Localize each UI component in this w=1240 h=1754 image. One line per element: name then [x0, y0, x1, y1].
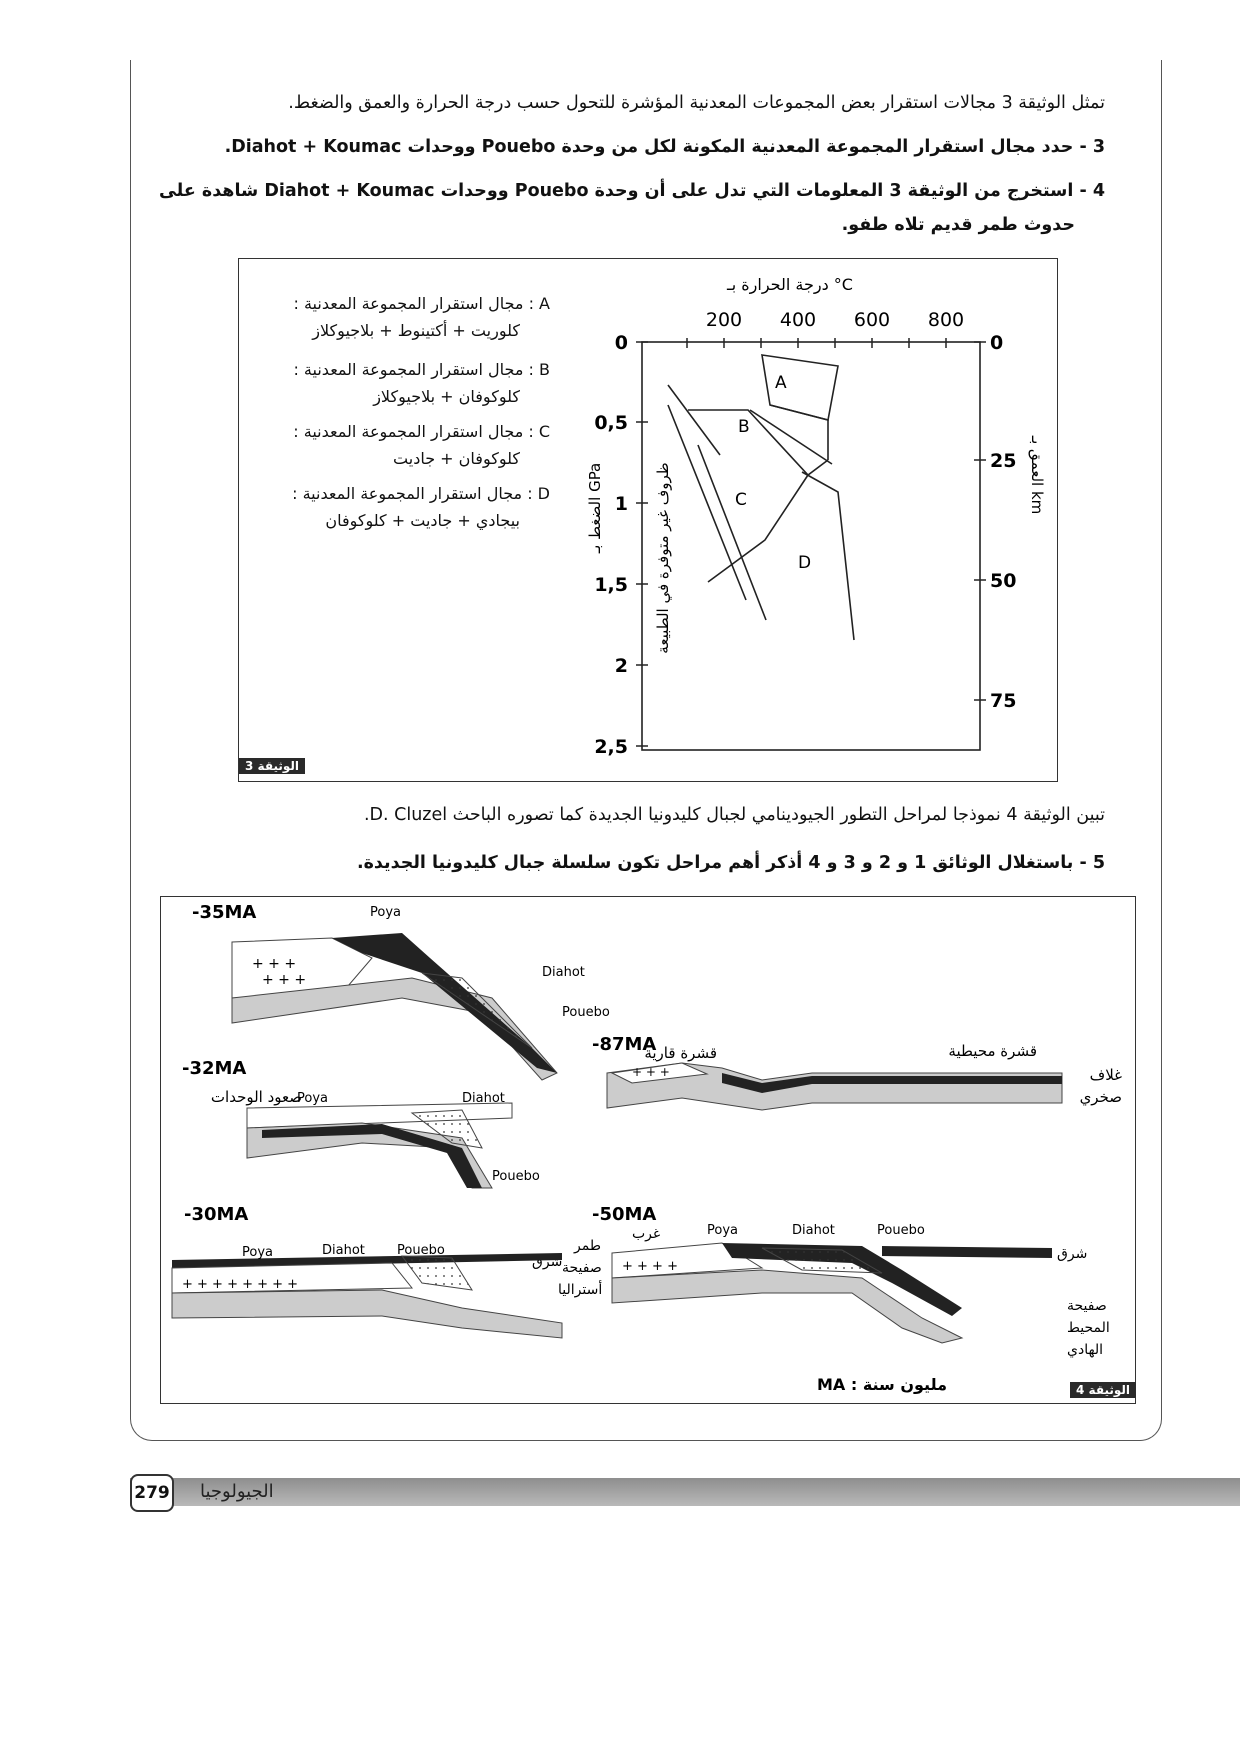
- plot-frame: [642, 342, 980, 750]
- continental-crust-label: قشرة قارية: [644, 1044, 717, 1062]
- question-4-line2: حدوث طمر قديم تلاه طفو.: [841, 215, 1075, 235]
- legend-b: B : مجال استقرار المجموعة المعدنية : كلوكوفان + بلاجيوكلاز: [293, 360, 550, 406]
- legend-c: C : مجال استقرار المجموعة المعدنية : كلوكوفان + جاديت: [293, 422, 550, 468]
- east-label-50: شرق: [1057, 1246, 1088, 1262]
- subject-label: الجيولوجيا: [200, 1481, 274, 1502]
- panel-32: [247, 1103, 512, 1188]
- pouebo-35: Pouebo: [562, 1005, 610, 1020]
- panel-50: [612, 1243, 1052, 1343]
- x-tick: 400: [779, 309, 817, 331]
- pacific-plate-2: المحيط: [1067, 1320, 1110, 1336]
- zone-a: A: [775, 373, 787, 393]
- stage-32: -32MA: [182, 1058, 247, 1079]
- zone-b: B: [738, 417, 750, 437]
- intro-line: تمثل الوثيقة 3 مجالات استقرار بعض المجموعات المعدنية المؤشرة للتحول حسب درجة الحرارة والعمق والضغط.: [288, 93, 1105, 113]
- panel-30: [172, 1253, 562, 1338]
- diahot-32: Diahot: [462, 1091, 505, 1106]
- x-tick: 600: [853, 309, 891, 331]
- rise-label: صعود الوحدات: [210, 1088, 302, 1106]
- pressure-axis-label: الضغط بـ GPa: [586, 462, 604, 554]
- page-number: 279: [130, 1474, 174, 1512]
- east-label-30: شرق: [532, 1254, 563, 1270]
- doc4-intro: تبين الوثيقة 4 نموذجا لمراحل التطور الجيودينامي لجبال كليدونيا الجديدة كما تصوره الباحث D. Cluzel.: [363, 805, 1105, 825]
- depth-tick: 25: [990, 450, 1017, 472]
- poya-35: Poya: [370, 905, 401, 920]
- pacific-plate-1: صفيحة: [1067, 1298, 1107, 1314]
- poya-32: Poya: [297, 1091, 328, 1106]
- x-tick: 200: [705, 309, 743, 331]
- svg-text:+ + +: + + +: [262, 972, 307, 988]
- panel-35: [232, 933, 557, 1080]
- west-label-50: غرب: [632, 1226, 661, 1242]
- depth-tick: 75: [990, 690, 1017, 712]
- question-3: 3 - حدد مجال استقرار المجموعة المعدنية المكونة لكل من وحدة Pouebo ووحدات Diahot + Koumac.: [224, 137, 1105, 157]
- chart-title: درجة الحرارة بـ °C: [727, 275, 853, 294]
- depth-tick: 0: [990, 332, 1004, 354]
- diahot-35: Diahot: [542, 965, 585, 980]
- lithosphere-label-1: غلاف: [1089, 1066, 1122, 1084]
- pouebo-50: Pouebo: [877, 1223, 925, 1238]
- pacific-plate-3: الهادي: [1067, 1342, 1104, 1358]
- svg-text:+ + +: + + +: [252, 956, 297, 972]
- document-3-tag: الوثيقة 3: [239, 758, 305, 774]
- depth-tick: 50: [990, 570, 1017, 592]
- diahot-30: Diahot: [322, 1243, 365, 1258]
- zone-c: C: [735, 490, 747, 510]
- stage-30: -30MA: [184, 1204, 249, 1225]
- poya-30: Poya: [242, 1245, 273, 1260]
- legend-d: D : مجال استقرار المجموعة المعدنية : بيجادي + جاديت + كلوكوفان: [292, 484, 550, 530]
- not-natural-annotation: ظروف غير متوفرة في الطبيعة: [654, 462, 672, 654]
- australia-plate-1: صفيحة: [562, 1260, 602, 1276]
- svg-text:+ + + +: + + + +: [622, 1259, 678, 1274]
- stage-87: -87MA: [592, 1034, 657, 1055]
- y-tick: 1,5: [594, 574, 628, 596]
- burial-label: طمر: [574, 1238, 601, 1254]
- pouebo-32: Pouebo: [492, 1169, 540, 1184]
- depth-axis-label: العمق بـ km: [1028, 435, 1046, 515]
- question-4-line1: 4 - استخرج من الوثيقة 3 المعلومات التي تدل على أن وحدة Pouebo ووحدات Diahot + Koumac شاهدة على: [158, 181, 1105, 201]
- oceanic-crust-label: قشرة محيطية: [948, 1042, 1037, 1060]
- document-4-tag: الوثيقة 4: [1070, 1382, 1136, 1398]
- footer-bar: [130, 1478, 1240, 1506]
- svg-text:+ + + + + + + +: + + + + + + + +: [182, 1277, 299, 1292]
- australia-plate-2: أستراليا: [558, 1282, 603, 1298]
- svg-text:+ + +: + + +: [632, 1065, 670, 1079]
- stage-50: -50MA: [592, 1204, 657, 1225]
- pt-diagram: [570, 260, 1050, 778]
- y-tick: 1: [614, 493, 628, 515]
- geodynamic-model: [162, 898, 1132, 1398]
- poya-50: Poya: [707, 1223, 738, 1238]
- zone-d: D: [798, 553, 812, 573]
- y-tick: 2: [614, 655, 628, 677]
- ma-legend: MA : مليون سنة: [816, 1375, 948, 1394]
- y-tick: 2,5: [594, 736, 628, 758]
- pouebo-30: Pouebo: [397, 1243, 445, 1258]
- x-tick: 800: [927, 309, 965, 331]
- panel-87: [607, 1063, 1062, 1110]
- legend-a: A : مجال استقرار المجموعة المعدنية : كلوريت + أكتينوط + بلاجيوكلاز: [293, 294, 550, 340]
- y-tick: 0: [614, 332, 628, 354]
- question-5: 5 - باستغلال الوثائق 1 و 2 و 3 و 4 أذكر أهم مراحل تكون سلسلة جبال كليدونيا الجديدة.: [356, 853, 1105, 873]
- lithosphere-label-2: صخري: [1079, 1088, 1122, 1106]
- y-tick: 0,5: [594, 412, 628, 434]
- stage-35: -35MA: [192, 902, 257, 923]
- diahot-50: Diahot: [792, 1223, 835, 1238]
